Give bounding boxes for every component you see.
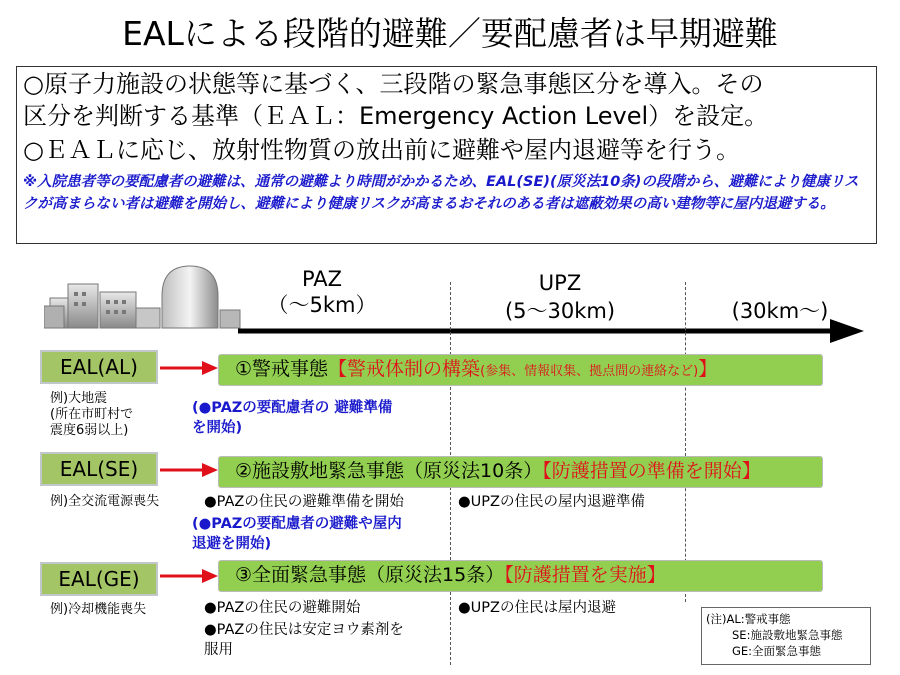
stage-1-example: 例)大地震 (所在市町村で 震度6弱以上) [50,391,134,438]
stage-3-title: ③全面緊急事態（原災法15条） [235,564,505,586]
stage-1-action-end: 】 [698,358,718,380]
summary-box [16,66,877,244]
stage-2-example: 例)全交流電源喪失 [50,494,160,509]
eal-ge-box: EAL(GE) [40,562,158,596]
upz-label: UPZ [538,271,582,295]
stage-2-bar [218,456,823,488]
stage-3-action: 【防護措置を実施】 [504,564,666,586]
stage-2-paz-item: ●PAZの住民の避難準備を開始 [204,494,404,510]
summary-line-2: 区分を判断する基準（ＥＡＬ：Emergency Action Level）を設定。 [23,102,769,130]
stage-2-title: ②施設敷地緊急事態（原災法10条） [235,460,543,482]
legend-line-ge: GE:全面緊急事態 [732,644,822,658]
stage-1-bar [218,354,823,386]
summary-line-3: ○ＥＡＬに応じ、放射性物質の放出前に避難や屋内退避等を行う。 [23,136,740,164]
outer-range: (30km～) [731,299,829,323]
legend-line-se: SE:施設敷地緊急事態 [732,628,843,642]
stage-3-bar [218,560,823,592]
eal-al-box: EAL(AL) [40,350,158,384]
arrow-icon [160,568,220,584]
stage-3-example: 例)冷却機能喪失 [50,602,147,617]
stage-2-action: 【防護措置の準備を開始】 [542,460,761,482]
stage-3-paz-item-2: ●PAZの住民は安定ヨウ素剤を 服用 [204,622,404,658]
paz-range: （～5km） [267,293,377,317]
paz-label: PAZ [301,267,343,291]
arrow-icon [160,462,220,478]
stage-3-paz-item-1: ●PAZの住民の避難開始 [204,600,361,616]
legend-box [701,607,871,665]
upz-range: (5～30km) [504,299,616,323]
stage-1-action: 【警戒体制の構築 [328,358,481,380]
stage-1-title: ①警戒事態 [235,358,329,380]
boundary-30km [685,282,686,602]
legend-line-al: (注)AL:警戒事態 [706,612,791,626]
summary-line-1: ○原子力施設の状態等に基づく、三段階の緊急事態区分を導入。その [23,70,764,98]
stage-1-paz-vulnerable: (●PAZの要配慮者の 避難準備 を開始) [192,400,393,436]
summary-note: ※入院患者等の要配慮者の避難は、通常の避難より時間がかかるため、EAL(SE)(原災法10条)の段階から、避難により健康リスクが高まらない者は避難を開始し、避難により健康リスクが高まるおそれのある者は遮蔽効果の高い建物等に屋内退避する。 [23,174,859,212]
nuclear-plant-icon [44,262,244,337]
stage-2-upz-item: ●UPZの住民の屋内退避準備 [458,494,645,510]
page-title: EALによる段階的避難／要配慮者は早期避難 [122,14,778,53]
stage-3-upz-item: ●UPZの住民は屋内退避 [458,600,616,616]
stage-2-paz-vulnerable: (●PAZの要配慮者の避難や屋内 退避を開始) [192,516,402,552]
stage-1-action-detail: (参集、情報収集、拠点間の連絡など) [480,364,699,379]
eal-se-box: EAL(SE) [40,452,158,486]
arrow-icon [160,360,220,376]
